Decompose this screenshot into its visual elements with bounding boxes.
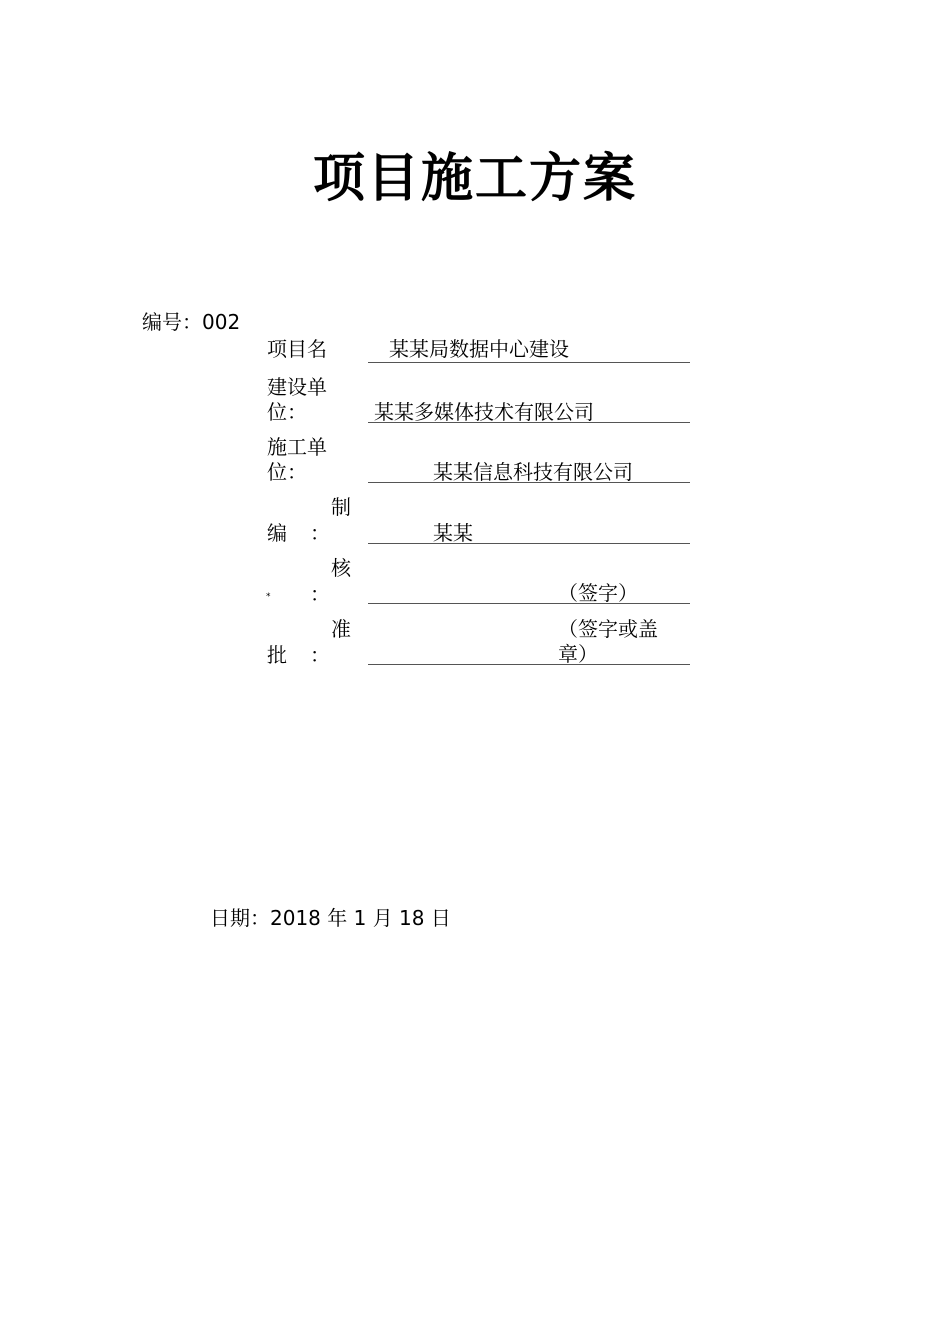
construction-unit-label-line1: 建设单	[267, 375, 327, 399]
prepared-by-label-char1: 制	[331, 495, 351, 519]
prepared-by-underline	[368, 543, 690, 544]
builder-unit-underline	[368, 482, 690, 483]
approved-by-label-char1: 准	[331, 617, 351, 641]
builder-unit-label-line1: 施工单	[267, 435, 327, 459]
construction-unit-underline	[368, 422, 690, 423]
reviewed-by-signature-note: （签字）	[558, 581, 638, 605]
reviewed-by-colon: ：	[310, 582, 330, 606]
reviewed-by-mark: *	[266, 592, 271, 602]
approved-by-underline	[368, 664, 690, 665]
approved-by-label-char2: 批	[267, 643, 287, 667]
approved-by-note-line1: （签字或盖	[558, 617, 658, 641]
construction-unit-value: 某某多媒体技术有限公司	[374, 400, 594, 424]
document-date: 日期：2018 年 1 月 18 日	[210, 906, 451, 930]
project-name-label: 项目名	[267, 337, 327, 361]
page-title: 项目施工方案	[312, 149, 637, 209]
builder-unit-label-line2: 位：	[267, 460, 307, 484]
prepared-by-label-char2: 编	[267, 521, 287, 545]
document-number: 编号：002	[142, 310, 241, 334]
prepared-by-value: 某某	[433, 521, 473, 545]
project-name-underline	[368, 362, 690, 363]
prepared-by-colon: ：	[310, 521, 330, 545]
approved-by-colon: ：	[310, 643, 330, 667]
builder-unit-value: 某某信息科技有限公司	[433, 460, 633, 484]
reviewed-by-underline	[368, 603, 690, 604]
construction-unit-label-line2: 位：	[267, 400, 307, 424]
project-name-value: 某某局数据中心建设	[389, 337, 569, 361]
approved-by-note-line2: 章）	[558, 642, 598, 666]
reviewed-by-label-char1: 核	[331, 556, 351, 580]
